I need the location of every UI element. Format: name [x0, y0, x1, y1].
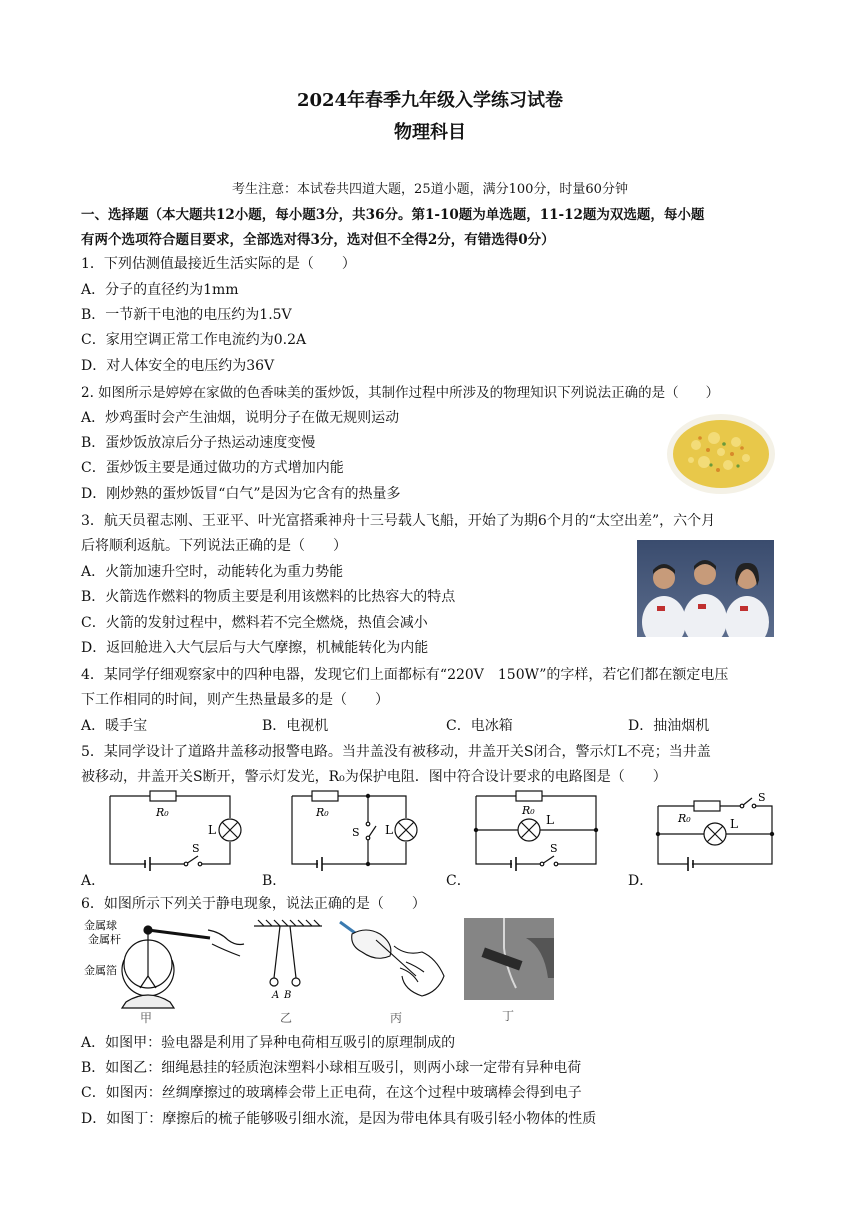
label-ball-b: B	[284, 990, 292, 1001]
label-bing: 丙	[390, 1011, 403, 1025]
section-heading-cont: 有两个选项符合题目要求，全部选对得3分，选对但不全得2分，有错选得0分）	[81, 232, 555, 248]
circuit-a	[104, 788, 250, 880]
q1-option-c: C．家用空调正常工作电流约为0.2A	[81, 332, 307, 348]
hanging-balls-figure	[250, 916, 330, 1026]
fried-rice-image	[666, 410, 776, 494]
circuit-d-switch-label: S	[758, 791, 766, 804]
astronauts-photo	[637, 540, 774, 637]
q6-option-a: A．如图甲：验电器是利用了异种电荷相互吸引的原理制成的	[81, 1035, 456, 1051]
circuit-b	[286, 788, 422, 880]
q2-option-a: A．炒鸡蛋时会产生油烟，说明分子在做无规则运动	[81, 410, 400, 426]
q1-option-a: A．分子的直径约为1mm	[81, 282, 239, 298]
q1-option-b: B．一节新干电池的电压约为1.5V	[81, 307, 292, 323]
q1-option-d: D．对人体安全的电压约为36V	[81, 358, 275, 374]
circuit-c-resistor-label: R₀	[522, 804, 535, 817]
q4-option-d: D．抽油烟机	[628, 718, 710, 734]
q5-label-d: D．	[628, 873, 654, 889]
q3-stem: 3．航天员翟志刚、王亚平、叶光富搭乘神舟十三号载人飞船，开始了为期6个月的“太空出差”，六个月	[81, 513, 716, 529]
circuit-c	[470, 788, 604, 880]
label-metal-rod: 金属杆	[88, 933, 121, 946]
label-metal-ball: 金属球	[84, 919, 117, 932]
q2-option-d: D．刚炒熟的蛋炒饭冒“白气”是因为它含有的热量多	[81, 486, 401, 502]
q5-label-c: C．	[446, 873, 471, 889]
q5-stem-cont: 被移动，井盖开关S断开，警示灯发光，R₀为保护电阻．图中符合设计要求的电路图是（ ）	[81, 769, 667, 785]
section-heading: 一、选择题（本大题共12小题，每小题3分，共36分。第1-10题为单选题，11-12题为双选题，每小题	[81, 207, 705, 223]
q1-stem: 1．下列估测值最接近生活实际的是（ ）	[81, 256, 356, 272]
q3-option-b: B．火箭选作燃料的物质主要是利用该燃料的比热容大的特点	[81, 589, 456, 605]
circuit-c-lamp-label: L	[546, 813, 554, 827]
circuit-b-resistor-label: R₀	[316, 806, 329, 819]
rubbing-rod-figure	[332, 916, 452, 1026]
q4-option-b: B．电视机	[262, 718, 329, 734]
circuit-d-resistor-label: R₀	[678, 812, 691, 825]
label-yi: 乙	[280, 1011, 293, 1025]
q4-stem: 4．某同学仔细观察家中的四种电器，发现它们上面都标有“220V 150W”的字样，若它们都在额定电压	[81, 667, 729, 683]
exam-subject: 物理科目	[394, 122, 466, 143]
q3-option-d: D．返回舱进入大气层后与大气摩擦，机械能转化为内能	[81, 640, 429, 656]
q4-stem-cont: 下工作相同的时间，则产生热量最多的是（ ）	[81, 692, 389, 708]
q4-option-a: A．暖手宝	[81, 718, 148, 734]
circuit-a-lamp-label: L	[208, 823, 216, 837]
q6-option-b: B．如图乙：细绳悬挂的轻质泡沫塑料小球相互吸引，则两小球一定带有异种电荷	[81, 1060, 582, 1076]
q6-option-d: D．如图丁：摩擦后的梳子能够吸引细水流，是因为带电体具有吸引轻小物体的性质	[81, 1111, 597, 1127]
q4-option-c: C．电冰箱	[446, 718, 513, 734]
q2-stem: 2. 如图所示是婷婷在家做的色香味美的蛋炒饭，其制作过程中所涉及的物理知识下列说法正确的是（ ）	[81, 385, 720, 401]
q2-option-b: B．蛋炒饭放凉后分子热运动速度变慢	[81, 435, 316, 451]
exam-title: 2024年春季九年级入学练习试卷	[296, 90, 564, 111]
q6-option-c: C．如图丙：丝绸摩擦过的玻璃棒会带上正电荷，在这个过程中玻璃棒会得到电子	[81, 1085, 582, 1101]
circuit-a-resistor-label: R₀	[156, 806, 169, 819]
label-ding: 丁	[502, 1009, 515, 1023]
circuit-a-switch-label: S	[192, 842, 200, 855]
q5-label-b: B．	[262, 873, 287, 889]
q3-option-c: C．火箭的发射过程中，燃料若不完全燃烧，热值会减小	[81, 615, 428, 631]
label-metal-foil: 金属箔	[84, 964, 117, 977]
q5-stem: 5．某同学设计了道路井盖移动报警电路。当井盖没有被移动，井盖开关S闭合，警示灯L不亮；当井盖	[81, 744, 711, 760]
circuit-d-lamp-label: L	[730, 817, 738, 831]
circuit-d	[652, 788, 778, 880]
q2-option-c: C．蛋炒饭主要是通过做功的方式增加内能	[81, 460, 344, 476]
q5-label-a: A．	[81, 873, 106, 889]
circuit-b-switch-label: S	[352, 826, 360, 839]
comb-water-figure	[464, 918, 554, 1024]
label-jia: 甲	[140, 1011, 153, 1025]
circuit-c-switch-label: S	[550, 842, 558, 855]
exam-notice: 考生注意：本试卷共四道大题，25道小题，满分100分，时量60分钟	[232, 182, 628, 197]
electroscope-figure	[80, 916, 248, 1026]
label-ball-a: A	[272, 990, 280, 1001]
circuit-b-lamp-label: L	[385, 823, 393, 837]
q3-option-a: A．火箭加速升空时，动能转化为重力势能	[81, 564, 344, 580]
q6-stem: 6．如图所示下列关于静电现象，说法正确的是（ ）	[81, 896, 426, 912]
q3-stem-cont: 后将顺利返航。下列说法正确的是（ ）	[81, 538, 347, 554]
